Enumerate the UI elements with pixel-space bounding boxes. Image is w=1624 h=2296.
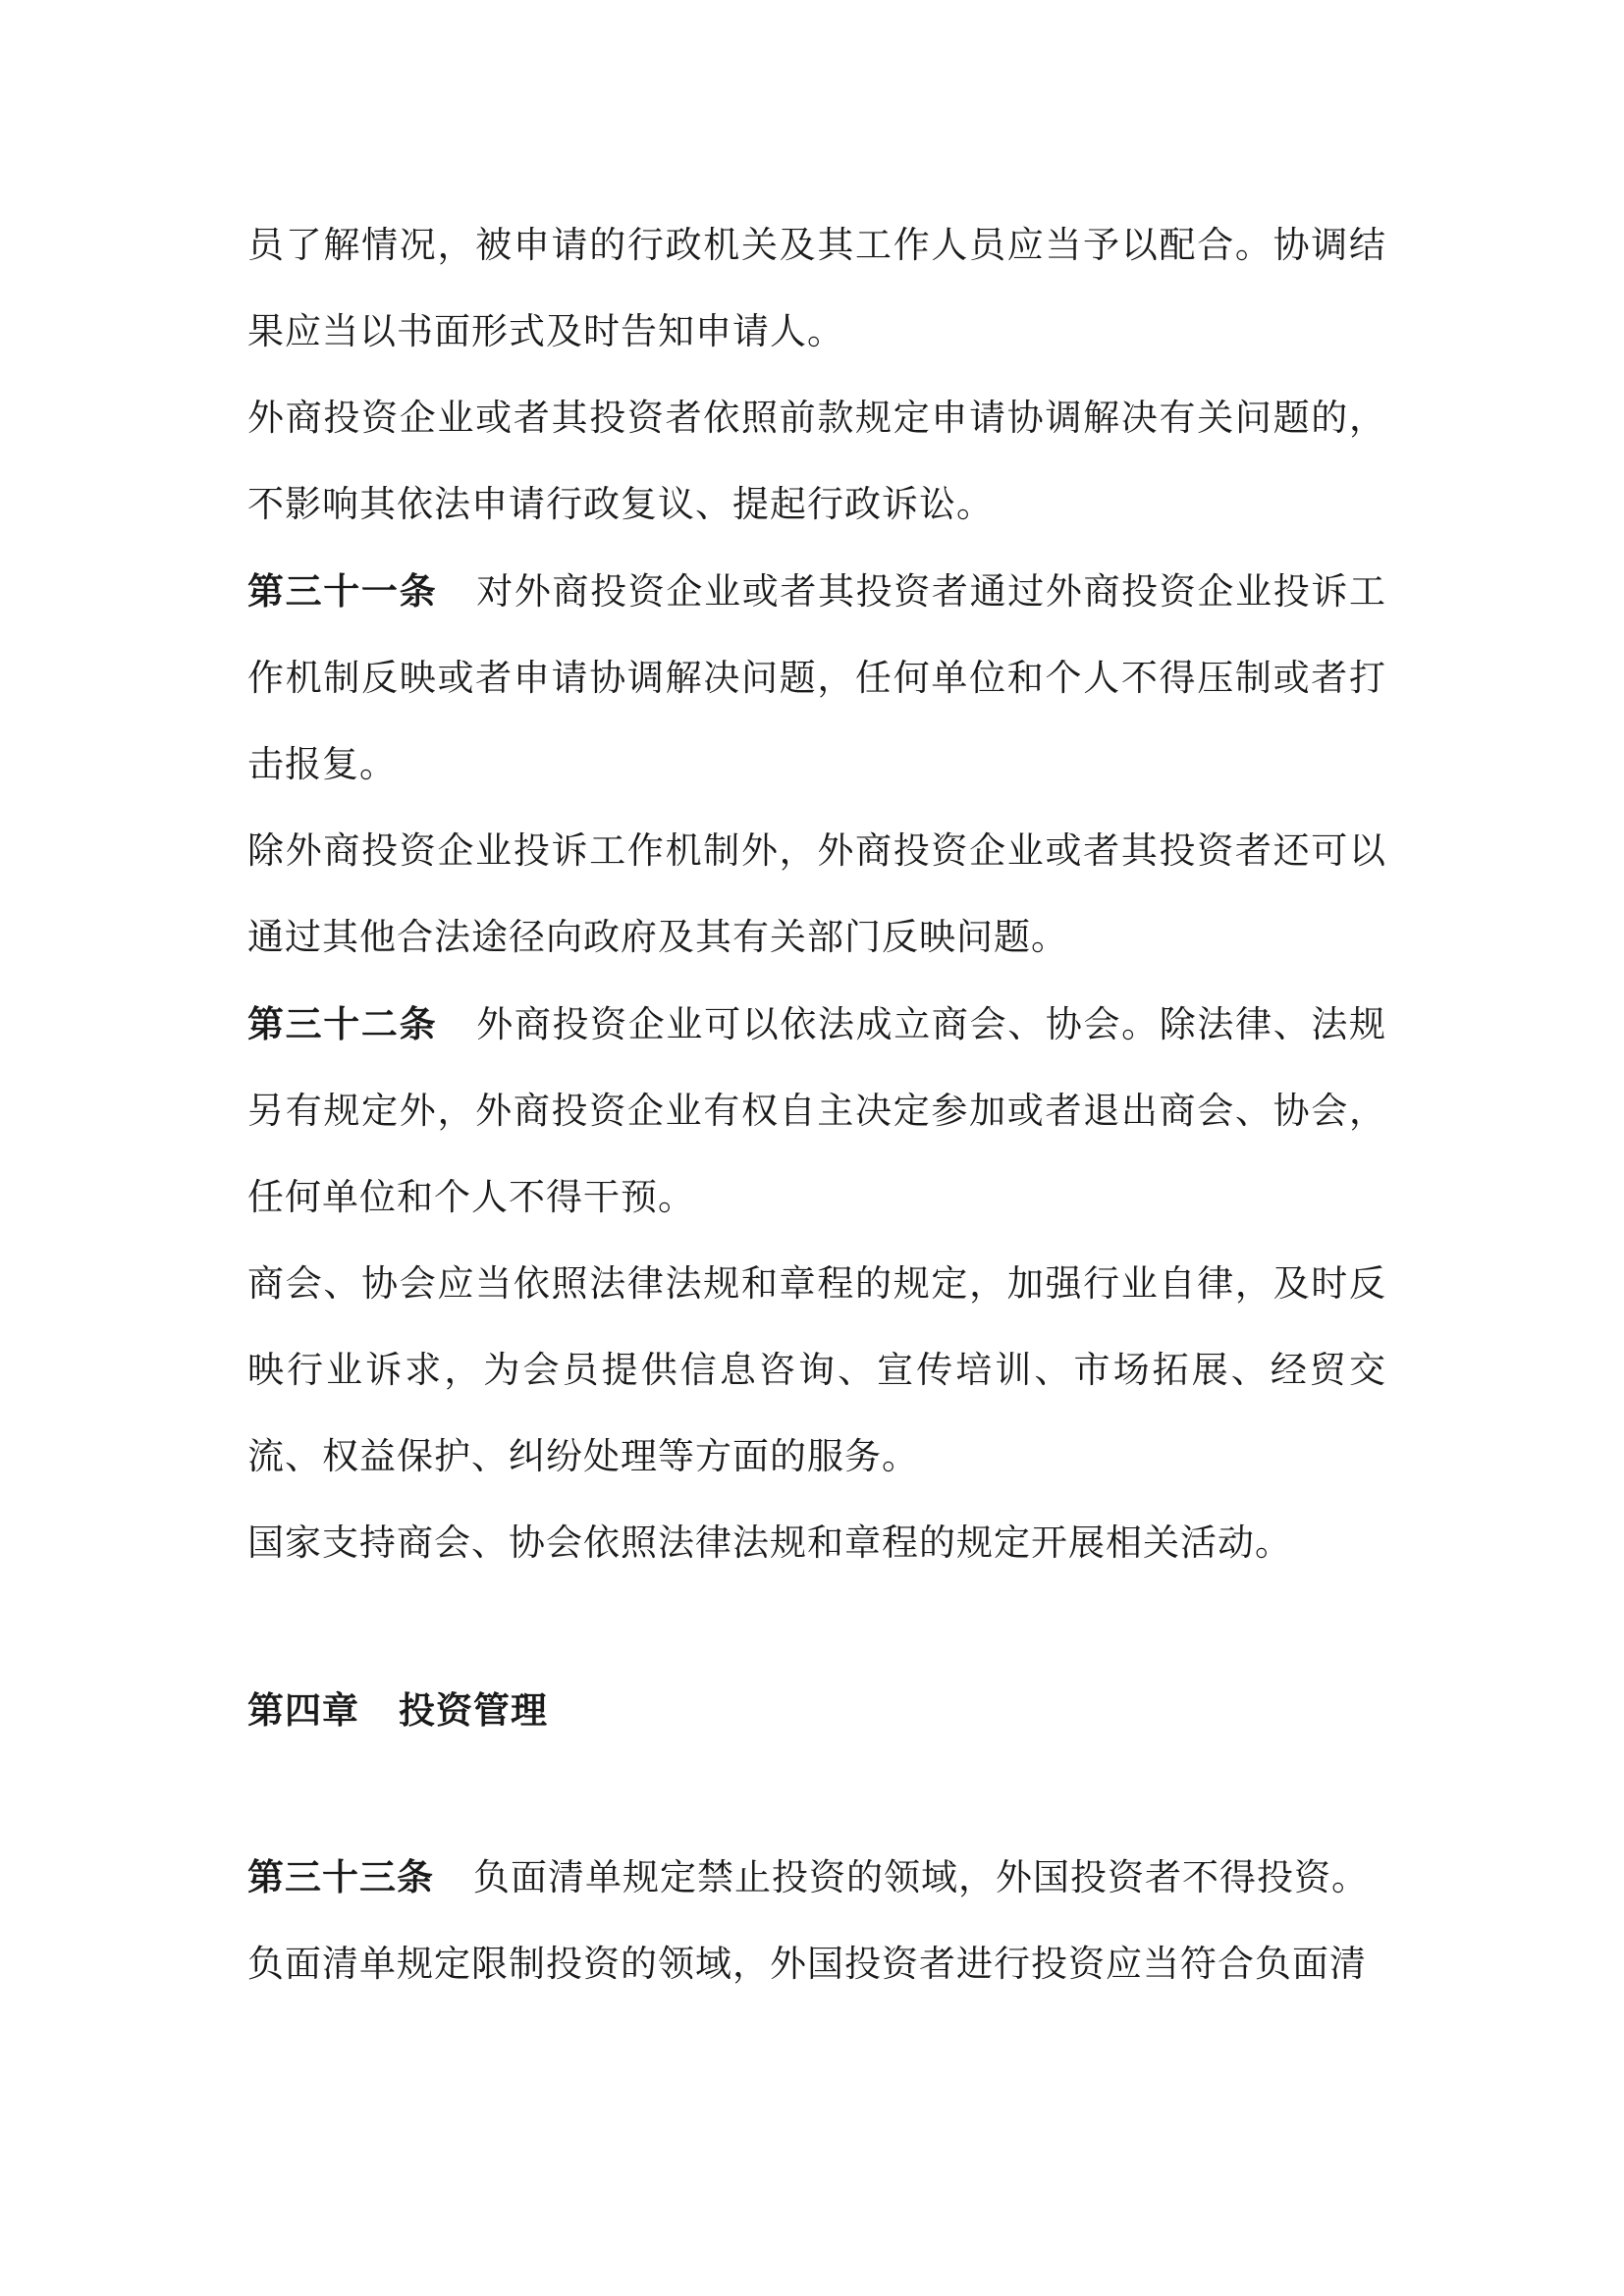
article-number: 第三十一条 (247, 569, 438, 613)
paragraph-text: 员了解情况，被申请的行政机关及其工作人员应当予以配合。协调结果应当以书面形式及时告知申请人。 (247, 224, 1386, 352)
paragraph (247, 375, 1386, 548)
paragraph (247, 1921, 1386, 2007)
paragraph-text: 除外商投资企业投诉工作机制外，外商投资企业或者其投资者还可以通过其他合法途径向政府及其有关部门反映问题。 (247, 829, 1386, 958)
chapter-title: 投资管理 (399, 1688, 548, 1732)
paragraph-text: 商会、协会应当依照法律法规和章程的规定，加强行业自律，及时反映行业诉求，为会员提供信息咨询、宣传培训、市场拓展、经贸交流、权益保护、纠纷处理等方面的服务。 (247, 1262, 1386, 1477)
document-body (247, 202, 1386, 2007)
paragraph-text: 负面清单规定限制投资的领域，外国投资者进行投资应当符合负面清 (247, 1943, 1367, 1985)
chapter-heading (247, 1667, 1386, 1753)
paragraph (247, 808, 1386, 981)
paragraph (247, 1241, 1386, 1500)
chapter-number: 第四章 (247, 1688, 359, 1732)
paragraph (247, 202, 1386, 375)
paragraph-text: 国家支持商会、协会依照法律法规和章程的规定开展相关活动。 (247, 1522, 1292, 1564)
article-paragraph (247, 1834, 1386, 1921)
paragraph-text: 外商投资企业或者其投资者依照前款规定申请协调解决有关问题的，不影响其依法申请行政复议、提起行政诉讼。 (247, 397, 1386, 525)
article-number: 第三十三条 (247, 1855, 434, 1898)
paragraph-text: 负面清单规定禁止投资的领域，外国投资者不得投资。 (473, 1856, 1369, 1898)
article-paragraph (247, 981, 1386, 1241)
paragraph (247, 1500, 1386, 1586)
paragraph-text: 对外商投资企业或者其投资者通过外商投资企业投诉工作机制反映或者申请协调解决问题，任何单位和个人不得压制或者打击报复。 (247, 570, 1387, 785)
paragraph-text: 外商投资企业可以依法成立商会、协会。除法律、法规另有规定外，外商投资企业有权自主决定参加或者退出商会、协会，任何单位和个人不得干预。 (247, 1003, 1387, 1218)
article-number: 第三十二条 (247, 1002, 438, 1045)
article-paragraph (247, 548, 1386, 808)
